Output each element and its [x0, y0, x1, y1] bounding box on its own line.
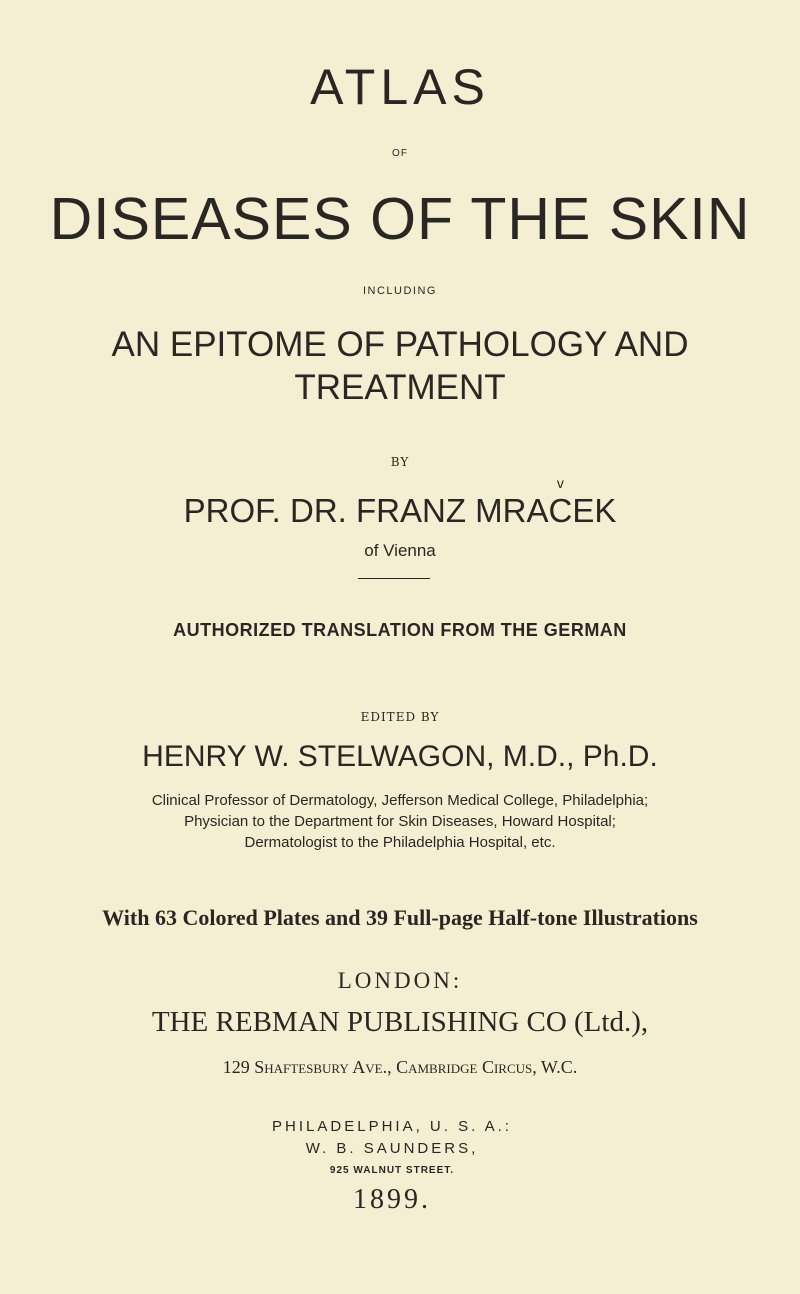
editor-credential: Dermatologist to the Philadelphia Hospital, etc. — [244, 834, 556, 851]
author-city: of Vienna — [364, 541, 436, 560]
author-name-accented-letter: v C — [548, 492, 572, 530]
subtitle-line-1: AN EPITOME OF PATHOLOGY AND — [111, 325, 689, 364]
illustrations-note: With 63 Colored Plates and 39 Full-page Half-tone Illustrations — [102, 905, 698, 930]
by-label: BY — [390, 455, 410, 469]
editor-credential: Clinical Professor of Dermatology, Jefferson Medical College, Philadelphia; — [151, 792, 649, 809]
us-city: PHILADELPHIA, U. S. A.: — [272, 1118, 512, 1135]
author-name-part-1: PROF. DR. FRANZ MRA — [183, 492, 549, 529]
editor-credential: Physician to the Department for Skin Diseases, Howard Hospital; — [184, 813, 616, 830]
editor-name: HENRY W. STELWAGON, M.D., Ph.D. — [142, 740, 658, 773]
title-connector: OF — [392, 148, 408, 159]
translation-note: AUTHORIZED TRANSLATION FROM THE GERMAN — [173, 620, 627, 640]
subtitle-line-2: TREATMENT — [294, 368, 506, 407]
including-label: INCLUDING — [362, 285, 437, 297]
publisher-name: THE REBMAN PUBLISHING CO (Ltd.), — [151, 1006, 649, 1038]
book-subject: DISEASES OF THE SKIN — [49, 186, 751, 252]
london-label: LONDON: — [337, 968, 463, 993]
book-title: ATLAS — [310, 59, 490, 115]
publication-year: 1899. — [353, 1184, 431, 1215]
us-publisher: W. B. SAUNDERS, — [305, 1140, 479, 1157]
us-address: 925 WALNUT STREET. — [329, 1165, 455, 1176]
publisher-address: 129 Shaftesbury Ave., Cambridge Circus, W.C. — [222, 1057, 578, 1077]
divider-rule — [358, 578, 430, 579]
edited-by-label: EDITED BY — [360, 710, 440, 724]
author-name-part-2: EK — [572, 492, 617, 529]
author-name — [0, 492, 800, 530]
